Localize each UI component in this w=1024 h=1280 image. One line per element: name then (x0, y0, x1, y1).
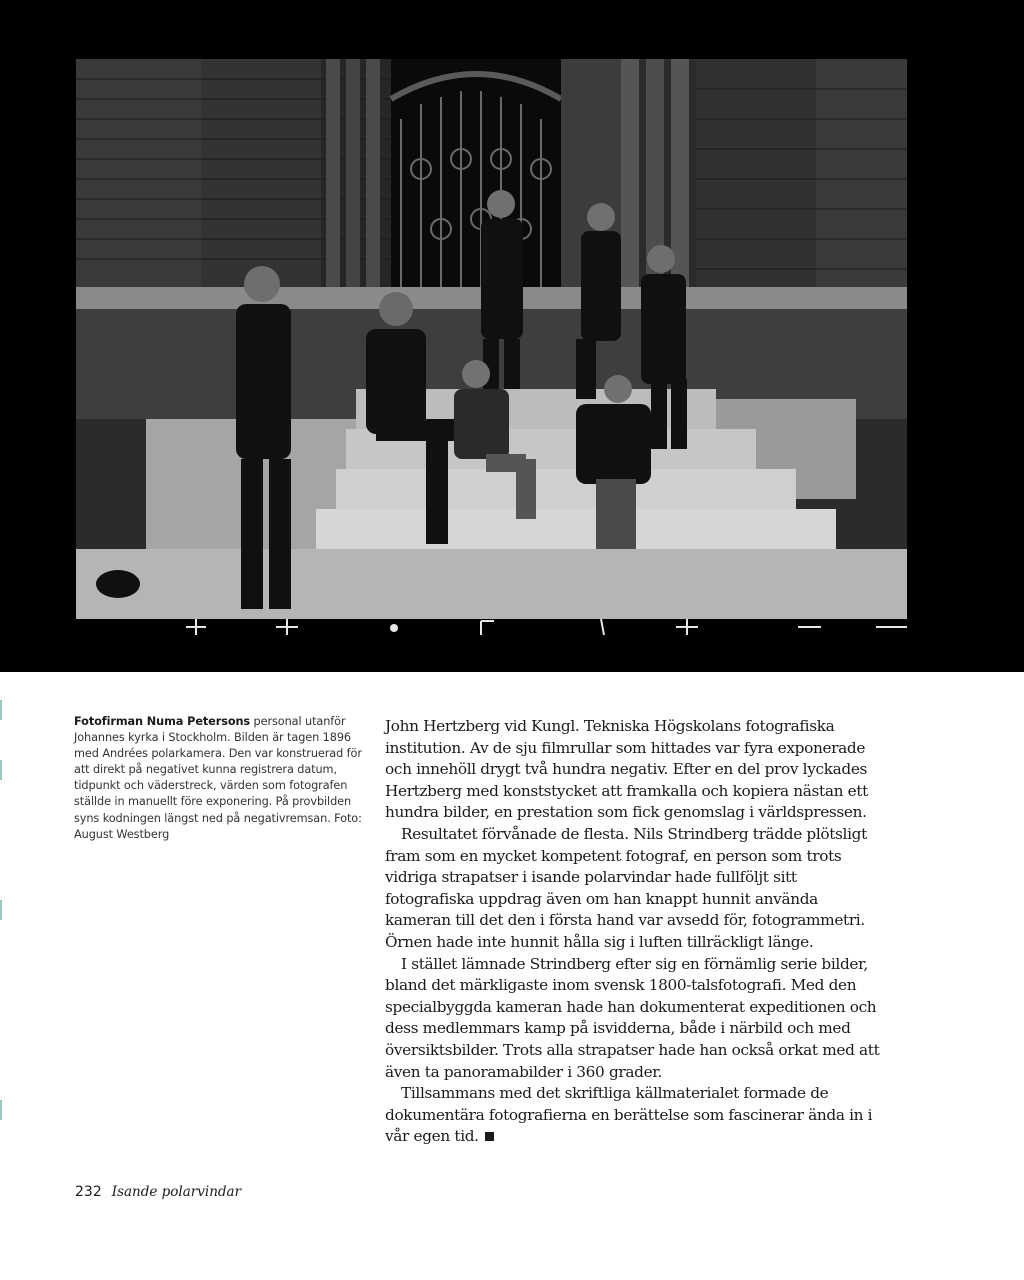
page-number: 232 (75, 1184, 102, 1200)
running-title: Isande polarvindar (111, 1184, 242, 1200)
edge-mark (0, 760, 2, 780)
end-mark-icon (485, 1132, 494, 1141)
caption-lead: Fotofirman Numa Petersons (74, 715, 251, 728)
photograph-illustration (76, 59, 907, 645)
paragraph-1: John Hertzberg vid Kungl. Tekniska Högskolans fotografiska institution. Av de sju filmrullar som hittades var fyra exponerade och innehöll drygt två hundra negativ. Efter en del prov lyckades Hertzberg med konststycket att framkalla och kopiera nästan ett hundra bilder, en prestation som fick genomslag i världspressen. (385, 717, 868, 822)
body-text (385, 716, 882, 1148)
edge-mark (0, 900, 2, 920)
paragraph-4-text: Tillsammans med det skriftliga källmaterialet formade de dokumentära fotografierna en berättelse som fascinerar ända in i vår egen tid. (385, 1084, 873, 1146)
caption-text: personal utanför Johannes kyrka i Stockholm. Bilden är tagen 1896 med Andrées polarkamera. Den var konstruerad för att direkt på negativet kunna registrera datum, tidpunkt och väderstreck, värden som fotografen ställde in manuellt före exponering. På provbilden syns kodningen längst ned på negativremsan. Foto: August Westberg (74, 715, 362, 841)
photograph (76, 59, 907, 645)
edge-mark (0, 1100, 2, 1120)
paragraph-4 (385, 1083, 882, 1148)
paragraph-3: I stället lämnade Strindberg efter sig en förnämlig serie bilder, bland det märkligaste inom svensk 1800-talsfotografi. Med den specialbyggda kameran hade han dokumenterat expeditionen och dess medlemmars kamp på isvidderna, både i närbild och med översiktsbilder. Trots alla strapatser hade han också orkat med att även ta panoramabilder i 360 grader. (385, 954, 880, 1081)
edge-mark (0, 700, 2, 720)
photo-caption (74, 714, 364, 843)
page-footer (75, 1184, 241, 1200)
paragraph-2: Resultatet förvånade de flesta. Nils Strindberg trädde plötsligt fram som en mycket kompetent fotograf, en person som trots vidriga strapatser i isande polarvindar hade fullföljt sitt fotografiska uppdrag även om han knappt hunnit använda kameran till det den i första hand var avsedd för, fotogrammetri. Örnen hade inte hunnit hålla sig i luften tillräckligt länge. (385, 824, 867, 951)
